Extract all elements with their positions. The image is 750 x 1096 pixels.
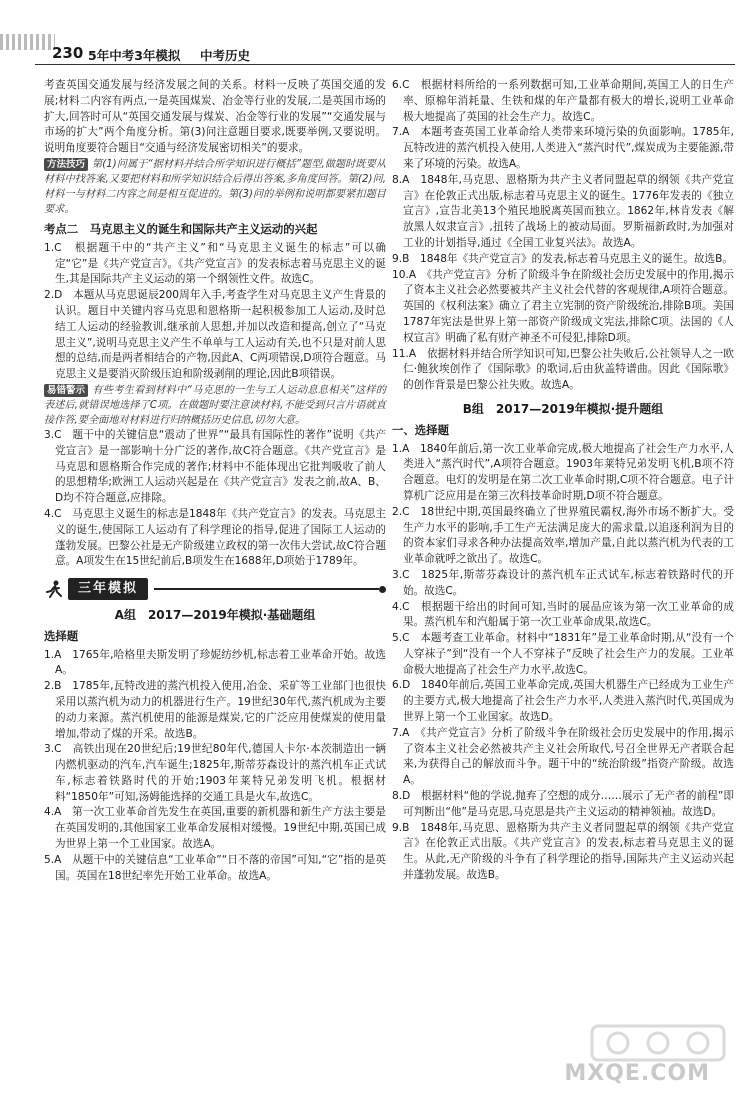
error-tip-label: 易错警示 xyxy=(44,384,88,397)
intro-paragraph: 考查英国交通发展与经济发展之间的关系。材料一反映了英国交通的发展;材料二内容有两点,一是英国煤炭、冶金等行业的发展,二是英国市场的扩大,回答时可从“英国交通发展与煤炭、冶金等行业的发展”“交通发展与市场的扩大”两个角度分析。第(3)问注意题目要求,既要举例,又要说明。说明角度要符合题目“交通与经济发展密切相关”的要求。 xyxy=(44,79,386,155)
page-number: 230 xyxy=(52,44,84,62)
header-stripe-decoration xyxy=(0,34,55,50)
answer-item: 7.A 《共产党宣言》分析了阶级斗争在阶级社会历史发展中的作用,揭示了资本主义社会必然被共产主义社会所取代,号召全世界无产者联合起来,为获得自己的解放而斗争。题干中的“统治阶级”指资产阶级。故选A。 xyxy=(392,726,734,787)
banner-label: 三年模拟 xyxy=(68,578,148,600)
runner-icon xyxy=(44,579,64,599)
answer-item: 6.D 1840年前后,英国工业革命完成,英国大机器生产已经成为工业生产的主要方式,极大地提高了社会生产力水平,人类进入蒸汽时代,英国成为世界上第一个工业国家。故选D。 xyxy=(392,679,734,724)
three-year-banner xyxy=(44,578,386,600)
answer-item: 2.B 1785年,瓦特改进的蒸汽机投入使用,冶金、采矿等工业部门也很快采用以蒸汽机为动力的机器进行生产。19世纪30年代,蒸汽机成为主要的动力来源。蒸汽机使用的能源是煤炭,它的广泛应用使煤炭的使用量增加,带动了煤的开采。故选B。 xyxy=(44,680,386,740)
choice-heading: 选择题 xyxy=(44,628,79,643)
header-rule xyxy=(35,64,735,65)
answer-item: 5.A 从题干中的关键信息“工业革命”“日不落的帝国”可知,“它”指的是英国。英国在18世纪率先开始工业革命。故选A。 xyxy=(44,853,386,882)
answer-item: 9.B 1848年《共产党宣言》的发表,标志着马克思主义的诞生。故选B。 xyxy=(392,252,733,265)
answer-item: 4.A 第一次工业革命首先发生在英国,重要的新机器和新生产方法主要是在英国发明的,其他国家工业革命发展相对缓慢。19世纪中期,英国已成为世界上第一个工业国家。故选A。 xyxy=(44,806,386,851)
answer-item: 1.C 根据题干中的“共产主义”和“马克思主义诞生的标志”可以确定“它”是《共产党宣言》。《共产党宣言》的发表标志着马克思主义的诞生,其是国际共产主义运动的第一个纲领性文件。故选C。 xyxy=(44,241,386,286)
watermark-text: MXQE.COM xyxy=(564,1061,710,1086)
answer-item: 3.C 1825年,斯蒂芬森设计的蒸汽机车正式试车,标志着铁路时代的开始。故选C。 xyxy=(392,568,734,597)
book-series-title: 5年中考3年模拟 xyxy=(88,48,181,63)
answer-item: 4.C 马克思主义诞生的标志是1848年《共产党宣言》的发表。马克思主义的诞生,使国际工人运动有了科学理论的指导,促进了国际工人运动的蓬勃发展。巴黎公社是无产阶级建立政权的第一次伟大尝试,故C符合题意。A项发生在15世纪前后,B项发生在1688年,D项始于1789年。 xyxy=(44,507,386,568)
choice-heading: 一、选择题 xyxy=(392,422,449,437)
answer-item: 3.C 高铁出现在20世纪后;19世纪80年代,德国人卡尔·本茨制造出一辆内燃机驱动的汽车,汽车诞生;1825年,斯蒂芬森设计的蒸汽机车正式试车,标志着铁路时代的开始;1903年莱特兄弟发明飞机。根据材料“1850年”可知,汤姆能选择的交通工具是火车,故选C。 xyxy=(44,743,386,803)
answer-item: 1.A 1765年,哈格里夫斯发明了珍妮纺纱机,标志着工业革命开始。故选A。 xyxy=(44,648,386,677)
method-tip-text: 第(1)问属于“据材料并结合所学知识进行概括”题型,做题时既要从材料中找答案,又要把材料和所学知识结合后得出答案,多角度回答。第(2)问,材料一与材料二内容之间是相互促进的。第(3)问的举例和说明都要紧扣题目要求。 xyxy=(44,158,386,215)
answer-item: 8.A 1848年,马克思、恩格斯为共产主义者同盟起草的纲领《共产党宣言》在伦敦正式出版,标志着马克思主义的诞生。1776年发表的《独立宣言》,宣告北美13个殖民地脱离英国而独立。1862年,林肯发表《解放黑人奴隶宣言》,扭转了战场上的被动局面。罗斯福新政时,为加强对工业的计划指导,通过《全国工业复兴法》。故选A。 xyxy=(392,173,734,249)
answer-item: 7.A 本题考查英国工业革命给人类带来环境污染的负面影响。1785年,瓦特改进的蒸汽机投入使用,人类进入“蒸汽时代”,煤炭成为主要能源,带来了环境的污染。故选A。 xyxy=(392,126,734,170)
left-column xyxy=(44,78,386,884)
answer-item: 1.A 1840年前后,第一次工业革命完成,极大地提高了社会生产力水平,人类进入“蒸汽时代”,A项符合题意。1903年莱特兄弟发明飞机,B项不符合题意。电灯的发明是在第二次工业革命时期,C项不符合题意。电子计算机广泛应用是在第三次科技革命时期,D项不符合题意。 xyxy=(392,442,734,502)
answer-item: 3.C 题干中的关键信息“震动了世界”“最具有国际性的著作”说明《共产党宣言》是一部影响十分广泛的著作,故C符合题意。《共产党宣言》是马克思和恩格斯合作完成的著作;材料中不能体现出它批判吸收了前人的思想精华;欧洲工人运动兴起是在《共产党宣言》发表之前,故A、B、D均不符合题意,应排除。 xyxy=(44,428,386,505)
answer-item: 2.D 本题从马克思诞辰200周年入手,考查学生对马克思主义产生背景的认识。题目中关键内容马克思和恩格斯一起积极参加工人运动,及时总结工人运动的经验教训,继承前人思想,并加以改造和提高,创立了“马克思主义”,说明马克思主义产生不单单与工人运动有关,也不只是对前人思想的总结,而是两者相结合的产物,因此A、C两项错误,D项符合题意。马克思主义是要消灭阶级压迫和阶级剥削的理论,因此B项错误。 xyxy=(44,289,386,381)
subject-title: 中考历史 xyxy=(200,48,251,63)
page-header xyxy=(0,0,750,64)
method-tip-label: 方法技巧 xyxy=(44,158,88,171)
answer-item: 2.C 18世纪中期,英国最终确立了世界殖民霸权,海外市场不断扩大。受生产力水平的影响,手工生产无法满足庞大的需求量,以追逐利润为目的的资本家们寻求各种办法提高效率,增加产量,自此以蒸汽机为代表的工业革命就呼之欲出了。故选C。 xyxy=(392,505,734,566)
answer-item: 10.A 《共产党宣言》分析了阶级斗争在阶级社会历史发展中的作用,揭示了资本主义社会必然要被共产主义社会代替的客观规律,A项符合题意。英国的《权利法案》确立了君主立宪制的资产阶级统治,排除B项。美国1787年宪法是世界上第一部资产阶级成文宪法,排除C项。法国的《人权宣言》明确了私有财产神圣不可侵犯,排除D项。 xyxy=(392,268,734,344)
answer-item: 8.D 根据材料“他的学说,抛弃了空想的成分……展示了无产者的前程”即可判断出“他”是马克思,马克思是共产主义运动的精神领袖。故选D。 xyxy=(392,790,734,818)
error-tip-text: 有些考生看到材料中“马克思的一生与工人运动息息相关”这样的表述后,就错误地选择了C项。在做题时要注意读材料,不能受到只言片语就直接作答,要全面地对材料进行归纳概括历史信息,切勿大意。 xyxy=(44,384,386,426)
group-b-heading: B组 2017—2019年模拟·提升题组 xyxy=(462,401,664,416)
banner-dot xyxy=(379,586,386,593)
answer-item: 6.C 根据材料所给的一系列数据可知,工业革命期间,英国工人的日生产率、原棉年消耗量、生铁和煤的年产量都有极大的增长,说明工业革命极大地提高了英国的社会生产力。故选C。 xyxy=(392,79,734,123)
answer-item: 11.A 依据材料并结合所学知识可知,巴黎公社失败后,公社领导人之一欧仁·鲍狄埃创作了《国际歌》的歌词,后由狄盖特谱曲。因此《国际歌》的创作背景是巴黎公社失败。故选A。 xyxy=(392,347,734,392)
section-heading: 考点二 马克思主义的诞生和国际共产主义运动的兴起 xyxy=(44,221,318,236)
group-a-heading: A组 2017—2019年模拟·基础题组 xyxy=(114,607,316,622)
right-column xyxy=(392,78,734,884)
answer-item: 4.C 根据题干给出的时间可知,当时的展品应该为第一次工业革命的成果。蒸汽机车和汽船属于第一次工业革命成果,故选C。 xyxy=(392,600,734,629)
method-tip xyxy=(44,157,386,217)
banner-line xyxy=(154,588,379,590)
answer-item: 9.B 1848年,马克思、恩格斯为共产主义者同盟起草的纲领《共产党宣言》在伦敦正式出版。《共产党宣言》的发表,标志着马克思主义的诞生。从此,无产阶级的斗争有了科学理论的指导,国际共产主义运动兴起并蓬勃发展。故选B。 xyxy=(392,821,734,882)
answer-item: 5.C 本题考查工业革命。材料中“1831年”是工业革命时期,从“没有一个人穿袜子”到“没有一个人不穿袜子”反映了社会生产力的发展。工业革命极大地提高了社会生产力水平,故选C。 xyxy=(392,632,734,676)
error-tip xyxy=(44,383,386,428)
